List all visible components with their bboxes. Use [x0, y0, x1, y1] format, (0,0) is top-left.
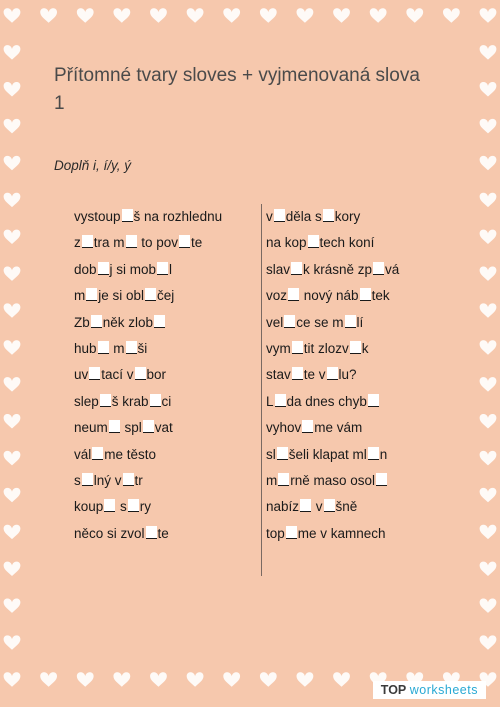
heart-icon — [480, 45, 497, 59]
heart-icon — [480, 119, 497, 133]
heart-icon — [370, 8, 387, 22]
heart-icon — [480, 303, 497, 317]
exercise-text: uv — [74, 367, 89, 383]
exercise-text: v — [312, 499, 323, 515]
answer-blank[interactable] — [145, 288, 156, 301]
heart-icon — [480, 340, 497, 354]
exercise-row — [74, 442, 222, 468]
exercise-row — [74, 468, 222, 494]
heart-icon — [223, 8, 240, 22]
answer-blank[interactable] — [126, 235, 137, 248]
heart-icon — [443, 8, 460, 22]
heart-icon — [4, 8, 21, 22]
heart-icon — [297, 672, 314, 686]
answer-blank[interactable] — [277, 447, 288, 460]
exercise-text: s — [74, 472, 81, 488]
answer-blank[interactable] — [278, 473, 289, 486]
exercise-text: vyhov — [266, 420, 302, 436]
answer-blank[interactable] — [91, 315, 102, 328]
answer-blank[interactable] — [92, 447, 103, 460]
exercise-text: l — [169, 261, 173, 277]
exercise-text: to pov — [137, 235, 179, 251]
exercise-text: spl — [120, 420, 142, 436]
answer-blank[interactable] — [123, 473, 134, 486]
exercise-text: něk zlob — [102, 314, 154, 330]
exercise-text: me těsto — [104, 446, 157, 462]
heart-icon — [480, 562, 497, 576]
exercise-text: bor — [146, 367, 167, 383]
exercise-text: neum — [74, 420, 108, 436]
left-column — [74, 204, 222, 547]
exercise-text: vat — [154, 420, 173, 436]
exercise-text: něco si zvol — [74, 525, 145, 541]
exercise-row — [266, 230, 399, 256]
answer-blank[interactable] — [350, 341, 361, 354]
heart-icon — [480, 525, 497, 539]
answer-blank[interactable] — [122, 209, 133, 222]
answer-blank[interactable] — [274, 209, 285, 222]
exercise-row — [266, 442, 399, 468]
exercise-text: vá — [385, 261, 400, 277]
answer-blank[interactable] — [292, 367, 303, 380]
answer-blank[interactable] — [100, 394, 111, 407]
heart-icon — [4, 266, 21, 280]
heart-icon — [480, 377, 497, 391]
exercise-text: vystoup — [74, 209, 121, 224]
exercise-text: k — [361, 340, 369, 356]
heart-icon — [4, 562, 21, 576]
heart-icon — [4, 488, 21, 502]
heart-icon — [480, 414, 497, 428]
exercise-row — [266, 468, 399, 494]
exercise-text: voz — [266, 288, 288, 304]
answer-blank[interactable] — [368, 447, 379, 460]
exercise-text: nabíz — [266, 499, 300, 515]
heart-icon — [4, 82, 21, 96]
exercise-text: š krab — [111, 393, 149, 409]
exercise-text: vál — [74, 446, 92, 462]
exercise-text: lu? — [338, 367, 357, 383]
answer-blank[interactable] — [82, 235, 93, 248]
answer-blank[interactable] — [104, 499, 115, 512]
heart-icon — [406, 8, 423, 22]
heart-icon — [480, 266, 497, 280]
exercise-text: me v kamnech — [297, 525, 386, 541]
heart-icon — [4, 414, 21, 428]
exercise-text: šeli klapat ml — [288, 446, 367, 462]
heart-icon — [4, 119, 21, 133]
exercise-row — [74, 283, 222, 309]
brand-worksheets: worksheets — [409, 683, 478, 697]
heart-icon — [4, 156, 21, 170]
heart-icon — [260, 8, 277, 22]
exercise-text: tr — [134, 472, 143, 488]
answer-blank[interactable] — [288, 288, 299, 301]
answer-blank[interactable] — [302, 420, 313, 433]
exercise-columns — [34, 204, 446, 574]
answer-blank[interactable] — [98, 262, 109, 275]
heart-icon — [4, 45, 21, 59]
exercise-text: m — [109, 340, 125, 356]
answer-blank[interactable] — [82, 473, 93, 486]
exercise-text: děla s — [285, 209, 322, 224]
heart-icon — [4, 340, 21, 354]
answer-blank[interactable] — [360, 288, 371, 301]
exercise-text: ci — [161, 393, 172, 409]
heart-icon — [4, 303, 21, 317]
answer-blank[interactable] — [300, 499, 311, 512]
exercise-row — [74, 230, 222, 256]
exercise-text: v — [266, 209, 273, 224]
answer-blank[interactable] — [86, 288, 97, 301]
heart-icon — [4, 377, 21, 391]
heart-icon — [150, 672, 167, 686]
exercise-text: s — [116, 499, 127, 515]
heart-icon — [4, 598, 21, 612]
exercise-text: šně — [335, 499, 358, 515]
exercise-text: ry — [139, 499, 152, 515]
heart-icon — [333, 8, 350, 22]
exercise-text: vel — [266, 314, 284, 330]
exercise-text: tech koní — [319, 235, 375, 251]
exercise-row — [74, 310, 222, 336]
exercise-text: je si obl — [98, 288, 145, 304]
answer-blank[interactable] — [157, 262, 168, 275]
exercise-text: z — [74, 235, 81, 251]
exercise-row — [74, 389, 222, 415]
exercise-text: tek — [371, 288, 390, 304]
heart-icon — [4, 635, 21, 649]
heart-icon — [4, 451, 21, 465]
exercise-text: k krásně zp — [303, 261, 373, 277]
exercise-row — [74, 204, 222, 230]
brand-logo — [373, 681, 486, 699]
exercise-text: slav — [266, 261, 291, 277]
exercise-row — [266, 389, 399, 415]
heart-icon — [480, 156, 497, 170]
exercise-text: m — [266, 472, 278, 488]
heart-icon — [333, 672, 350, 686]
exercise-text: slep — [74, 393, 99, 409]
exercise-text: lný v — [93, 472, 122, 488]
exercise-row — [266, 283, 399, 309]
exercise-row — [266, 257, 399, 283]
exercise-row — [74, 336, 222, 362]
answer-blank[interactable] — [98, 341, 109, 354]
exercise-text: n — [379, 446, 388, 462]
exercise-text: te — [191, 235, 203, 251]
heart-icon — [223, 672, 240, 686]
exercise-row — [266, 415, 399, 441]
exercise-text: lí — [356, 314, 364, 330]
exercise-text: m — [74, 288, 86, 304]
exercise-row — [74, 494, 222, 520]
answer-blank[interactable] — [179, 235, 190, 248]
answer-blank[interactable] — [275, 394, 286, 407]
exercise-row — [74, 521, 222, 547]
exercise-text: hub — [74, 340, 97, 356]
exercise-text: nový náb — [300, 288, 359, 304]
heart-icon — [480, 635, 497, 649]
exercise-text: sl — [266, 446, 276, 462]
column-divider — [261, 204, 262, 576]
answer-blank[interactable] — [128, 499, 139, 512]
answer-blank[interactable] — [323, 209, 334, 222]
answer-blank[interactable] — [126, 341, 137, 354]
exercise-row — [266, 310, 399, 336]
heart-icon — [187, 672, 204, 686]
exercise-text: tit zlozv — [303, 340, 349, 356]
exercise-text: stav — [266, 367, 291, 383]
exercise-text: dob — [74, 261, 97, 277]
answer-blank[interactable] — [292, 341, 303, 354]
answer-blank[interactable] — [345, 315, 356, 328]
answer-blank[interactable] — [324, 499, 335, 512]
answer-blank[interactable] — [373, 262, 384, 275]
heart-icon — [77, 8, 94, 22]
exercise-text: tací v — [101, 367, 134, 383]
exercise-text: na kop — [266, 235, 307, 251]
answer-blank[interactable] — [154, 315, 165, 328]
exercise-text: L — [266, 393, 274, 409]
answer-blank[interactable] — [327, 367, 338, 380]
exercise-row — [74, 415, 222, 441]
right-column — [266, 204, 399, 547]
heart-icon — [40, 8, 57, 22]
exercise-row — [266, 336, 399, 362]
heart-icon — [480, 8, 497, 22]
exercise-text: Zb — [74, 314, 90, 330]
exercise-text: tra m — [93, 235, 125, 251]
brand-top: TOP — [380, 683, 407, 697]
answer-blank[interactable] — [143, 420, 154, 433]
exercise-row — [74, 362, 222, 388]
answer-blank[interactable] — [286, 526, 297, 539]
heart-icon — [297, 8, 314, 22]
answer-blank[interactable] — [135, 367, 146, 380]
exercise-row — [266, 362, 399, 388]
heart-icon — [40, 672, 57, 686]
answer-blank[interactable] — [308, 235, 319, 248]
exercise-row — [266, 204, 399, 230]
exercise-text: rně maso osol — [290, 472, 376, 488]
heart-icon — [187, 8, 204, 22]
instruction-text: Doplň i, í/y, ý — [54, 158, 132, 173]
heart-icon — [113, 8, 130, 22]
heart-icon — [260, 672, 277, 686]
answer-blank[interactable] — [376, 473, 387, 486]
exercise-text: da dnes chyb — [286, 393, 367, 409]
exercise-text: te v — [303, 367, 326, 383]
heart-icon — [150, 8, 167, 22]
answer-blank[interactable] — [89, 367, 100, 380]
heart-icon — [113, 672, 130, 686]
exercise-row — [74, 257, 222, 283]
heart-icon — [480, 598, 497, 612]
exercise-text: koup — [74, 499, 104, 515]
answer-blank[interactable] — [109, 420, 120, 433]
heart-icon — [480, 451, 497, 465]
exercise-text: te — [157, 525, 169, 541]
exercise-text: ši — [137, 340, 148, 356]
exercise-text: kory — [334, 209, 361, 224]
heart-icon — [480, 193, 497, 207]
heart-icon — [4, 193, 21, 207]
exercise-text: ce se m — [296, 314, 344, 330]
exercise-text: čej — [157, 288, 175, 304]
exercise-text: me vám — [314, 420, 363, 436]
heart-icon — [4, 672, 21, 686]
answer-blank[interactable] — [150, 394, 161, 407]
exercise-text: vym — [266, 340, 291, 356]
heart-icon — [77, 672, 94, 686]
answer-blank[interactable] — [368, 394, 379, 407]
heart-icon — [480, 82, 497, 96]
heart-icon — [480, 230, 497, 244]
answer-blank[interactable] — [146, 526, 157, 539]
answer-blank[interactable] — [291, 262, 302, 275]
worksheet-panel — [34, 34, 446, 642]
answer-blank[interactable] — [284, 315, 295, 328]
heart-icon — [4, 230, 21, 244]
heart-icon — [480, 488, 497, 502]
exercise-text: top — [266, 525, 285, 541]
exercise-row — [266, 494, 399, 520]
exercise-row — [266, 521, 399, 547]
exercise-text: š na rozhlednu — [133, 209, 223, 224]
exercise-text: j si mob — [109, 261, 157, 277]
page-title: Přítomné tvary sloves + vyjmenovaná slova 1 — [54, 65, 420, 114]
heart-icon — [4, 525, 21, 539]
